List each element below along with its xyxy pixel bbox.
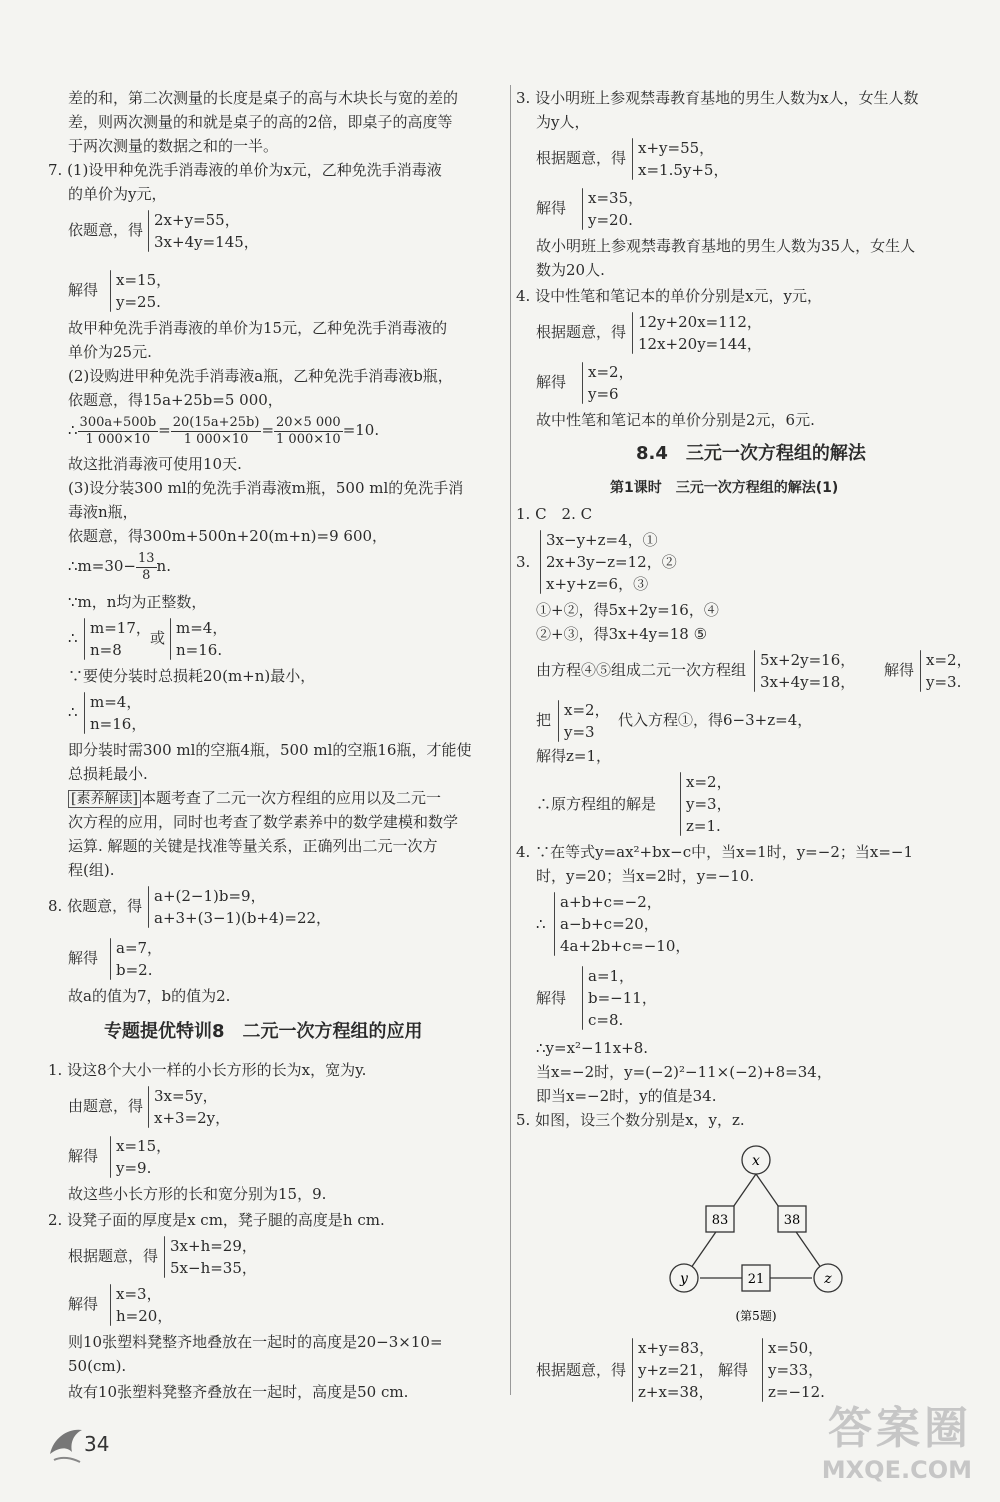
equals: =: [158, 421, 171, 439]
brace: [148, 886, 149, 928]
text-line: 解得: [68, 1147, 99, 1165]
denominator: 1 000×10: [183, 431, 249, 447]
equation: n=16.: [176, 641, 223, 659]
equation: c=8.: [588, 1011, 624, 1029]
text-line: 由方程④⑤组成二元一次方程组: [536, 661, 747, 679]
brace: [110, 1284, 111, 1326]
text-line: ∴原方程组的解是: [536, 795, 657, 813]
text-line: 为y人，: [536, 113, 590, 131]
therefore: ∴: [68, 703, 78, 721]
numerator: 13: [138, 550, 155, 566]
equation: x=2，: [588, 363, 634, 381]
page-number: 34: [84, 1432, 110, 1456]
text-line: ∴y=x²−11x+8.: [536, 1039, 649, 1057]
literacy-tag: [素养解读]: [68, 790, 141, 808]
fraction: [274, 415, 343, 448]
equation: 5x+2y=16，: [760, 651, 856, 669]
text-line: 依题意，得300m+500n+20(m+n)=9 600，: [68, 527, 388, 545]
brace: [554, 892, 555, 956]
text-span: 本题考查了二元一次方程组的应用以及二元一: [140, 789, 441, 807]
text-line: 解得: [68, 949, 99, 967]
equation: a+(2−1)b=9，: [154, 887, 266, 905]
equation: a−b+c=20，: [560, 915, 659, 933]
text-line: 故中性笔和笔记本的单价分别是2元，6元.: [536, 411, 815, 429]
problem-8-line: 8. 依题意，得: [48, 897, 143, 915]
equation: x=2，: [564, 701, 610, 719]
text-line: 程(组).: [68, 861, 115, 879]
text-line: 解得: [536, 199, 567, 217]
equation: a=7，: [116, 939, 163, 957]
equation: y=3，: [686, 795, 732, 813]
equation: y=3: [564, 723, 595, 741]
text-line: 则10张塑料凳整齐地叠放在一起时的高度是20−3×10=: [68, 1333, 443, 1351]
text-line: 50(cm).: [68, 1357, 127, 1375]
equation: 3x+4y=18，: [760, 673, 856, 691]
text-line: (3)设分装300 ml的免洗手消毒液m瓶，500 ml的免洗手消: [68, 479, 464, 497]
fraction: [78, 415, 159, 448]
label-21: 21: [747, 1272, 765, 1287]
text-line: 根据题意，得: [536, 1361, 627, 1379]
text-line: 依题意，得15a+25b=5 000，: [68, 391, 283, 409]
equation: z=1.: [686, 817, 721, 835]
equation: 4a+2b+c=−10，: [560, 937, 691, 955]
numerator: 300a+500b: [79, 414, 157, 430]
equation: n=16，: [90, 715, 147, 733]
text-line: ①+②，得5x+2y=16，④: [536, 601, 719, 619]
brace: [170, 618, 171, 660]
therefore: ∴: [68, 421, 78, 439]
equation: m=17，: [90, 619, 151, 637]
equation: y+z=21，: [638, 1361, 714, 1379]
text-line: 运算. 解题的关键是找准等量关系，正确列出二元一次方: [68, 837, 438, 855]
watermark-line1: 答案圈: [828, 1403, 972, 1454]
equation: 3x+h=29，: [170, 1237, 257, 1255]
equation: x+3=2y，: [154, 1109, 231, 1127]
watermark-line2: MXQE.COM: [821, 1456, 972, 1484]
equals: =10.: [342, 421, 380, 439]
equation: h=20，: [116, 1307, 173, 1325]
equation: 5x−h=35，: [170, 1259, 257, 1277]
equation: n=8: [90, 641, 122, 659]
equation: x=15，: [116, 1137, 172, 1155]
brace: [110, 938, 111, 980]
equation: m=4，: [90, 693, 142, 711]
equation: x+y=55，: [638, 139, 715, 157]
column-divider: [510, 85, 511, 1395]
text-line: 次方程的应用，同时也考查了数学素养中的数学建模和数学: [68, 813, 459, 831]
equation: y=3.: [926, 673, 962, 691]
equation: b=−11，: [588, 989, 657, 1007]
numerator: 20×5 000: [276, 414, 341, 430]
equation: y=9.: [116, 1159, 152, 1177]
site-watermark: [822, 1392, 972, 1484]
problem-5-line: 5. 如图，设三个数分别是x，y，z.: [516, 1111, 745, 1129]
lesson-subtitle: 第1课时 三元一次方程组的解法(1): [610, 480, 839, 496]
brace: [582, 362, 583, 404]
denominator: 1 000×10: [276, 431, 341, 447]
section-title: 专题提优特训8 二元一次方程组的应用: [104, 1021, 423, 1042]
problem-3-line: 3. 设小明班上参观禁毒教育基地的男生人数为x人，女生人数: [516, 89, 919, 107]
brace: [632, 312, 633, 354]
text-line: 故这批消毒液可使用10天.: [68, 455, 242, 473]
label-z: z: [824, 1271, 832, 1287]
text-line: 解得: [718, 1361, 749, 1379]
text-line: 解得: [536, 989, 567, 1007]
text-line: 的单价为y元，: [68, 185, 167, 203]
equation: m=4，: [176, 619, 228, 637]
text-line: 即当x=−2时，y的值是34.: [536, 1087, 717, 1105]
label-83: 83: [711, 1213, 729, 1228]
problem-2-line: 2. 设凳子面的厚度是x cm，凳子腿的高度是h cm.: [48, 1211, 385, 1229]
text-line: 解得: [536, 373, 567, 391]
problem-1-line: 1. 设这8个大小一样的小长方形的长为x，宽为y.: [48, 1061, 367, 1079]
text-line: 由题意，得: [68, 1097, 144, 1115]
brace: [148, 210, 149, 252]
fraction: [136, 551, 157, 584]
brace: [582, 966, 583, 1030]
brace: [920, 650, 921, 692]
text-line: 解得: [68, 1295, 99, 1313]
equation: 3x=5y，: [154, 1087, 218, 1105]
equation: 12x+20y=144，: [638, 335, 762, 353]
label-x: x: [752, 1153, 760, 1169]
equation: a+3+(3−1)(b+4)=22，: [154, 909, 332, 927]
expression: n.: [156, 557, 171, 575]
brace: [632, 138, 633, 180]
text-line: 故有10张塑料凳整齐叠放在一起时，高度是50 cm.: [68, 1383, 409, 1401]
text-line: 解得: [68, 281, 99, 299]
equation: a=1，: [588, 967, 635, 985]
brace: [680, 772, 681, 836]
problem-4-line: 4. 设中性笔和笔记本的单价分别是x元，y元，: [516, 287, 823, 305]
text-line: 依题意，得: [68, 221, 144, 239]
text-line: 解得z=1，: [536, 747, 612, 765]
denominator: 8: [142, 567, 151, 583]
figure-caption: (第5题): [735, 1309, 777, 1323]
fraction-equation: [68, 412, 379, 448]
equation: y=6: [588, 385, 619, 403]
equation: 12y+20x=112，: [638, 313, 762, 331]
therefore: ∴: [68, 629, 78, 647]
text-line: 根据题意，得: [536, 149, 627, 167]
text-line: 总损耗最小.: [68, 765, 148, 783]
fraction-equation: [68, 548, 171, 584]
text-line: 当x=−2时，y=(−2)²−11×(−2)+8=34，: [536, 1063, 832, 1081]
equation: a+b+c=−2，: [560, 893, 662, 911]
equation: z+x=38，: [638, 1383, 714, 1401]
brace: [110, 1136, 111, 1178]
text-line: 差，则两次测量的和就是桌子的高的2倍，即桌子的高度等: [68, 113, 453, 131]
text-line: 解得: [884, 661, 915, 679]
text-line: 即分装时需300 ml的空瓶4瓶，500 ml的空瓶16瓶，才能使: [68, 741, 472, 759]
triangle-figure: [656, 1138, 856, 1326]
problem-4-line: 4. ∵在等式y=ax²+bx−c中，当x=1时，y=−2；当x=−1: [516, 843, 914, 861]
brace: [540, 530, 541, 594]
equation: z=−12.: [768, 1383, 825, 1401]
equation: x=35，: [588, 189, 644, 207]
numerator: 20(15a+25b): [172, 414, 260, 430]
brace: [110, 270, 111, 312]
brace: [632, 1338, 633, 1402]
text-line: 时，y=20；当x=2时，y=−10.: [536, 867, 755, 885]
brace: [762, 1338, 763, 1402]
answer-line: 1. C 2. C: [516, 505, 593, 523]
equation: x=15，: [116, 271, 172, 289]
section-title: 8.4 三元一次方程组的解法: [636, 443, 866, 464]
text-line: 数为20人.: [536, 261, 605, 279]
equation: x=1.5y+5，: [638, 161, 729, 179]
therefore: ∴: [536, 915, 546, 933]
brace: [148, 1086, 149, 1128]
fraction: [171, 415, 262, 448]
equation: x+y+z=6，③: [546, 575, 649, 593]
brace: [582, 188, 583, 230]
equation: y=33，: [768, 1361, 824, 1379]
or-text: 或: [150, 629, 166, 647]
text-line: 单价为25元.: [68, 343, 152, 361]
dolphin-logo-icon: [46, 1420, 86, 1464]
text-line: 根据题意，得: [536, 323, 627, 341]
text-line: [68, 788, 441, 809]
equation: x=3，: [116, 1285, 162, 1303]
equation: 2x+3y−z=12，②: [546, 553, 677, 571]
problem-7-line: 7. (1)设甲种免洗手消毒液的单价为x元，乙种免洗手消毒液: [48, 161, 442, 179]
brace: [754, 650, 755, 692]
equation: x=2，: [686, 773, 732, 791]
equation: y=25.: [116, 293, 161, 311]
denominator: 1 000×10: [85, 431, 151, 447]
text-line: 差的和，第二次测量的长度是桌子的高与木块长与宽的差的: [68, 89, 459, 107]
text-line: ∵m，n均为正整数，: [68, 593, 207, 611]
equation: x=2，: [926, 651, 972, 669]
brace: [84, 692, 85, 734]
text-line: ∵要使分装时总损耗20(m+n)最小，: [68, 667, 316, 685]
text-line: 代入方程①，得6−3+z=4，: [618, 711, 813, 729]
problem-3-number: 3.: [516, 553, 531, 571]
equation: x+y=83，: [638, 1339, 715, 1357]
text-line: 故a的值为7，b的值为2.: [68, 987, 231, 1005]
label-38: 38: [783, 1213, 801, 1228]
equation: x=50，: [768, 1339, 824, 1357]
brace: [558, 700, 559, 742]
equation: y=20.: [588, 211, 633, 229]
text-line: 故小明班上参观禁毒教育基地的男生人数为35人，女生人: [536, 237, 916, 255]
equation: 3x+4y=145，: [154, 233, 259, 251]
text-line: 根据题意，得: [68, 1247, 159, 1265]
brace: [164, 1236, 165, 1278]
text-line: 故这些小长方形的长和宽分别为15，9.: [68, 1185, 327, 1203]
expression: ∴m=30−: [68, 557, 136, 575]
equation: b=2.: [116, 961, 153, 979]
equals: =: [261, 421, 275, 439]
text-line: (2)设购进甲种免洗手消毒液a瓶，乙种免洗手消毒液b瓶，: [68, 367, 453, 385]
text-line: 毒液n瓶，: [68, 503, 138, 521]
label-y: y: [680, 1271, 688, 1287]
text-line: ②+③，得3x+4y=18 ⑤: [536, 625, 708, 643]
brace: [84, 618, 85, 660]
text-line: 故甲种免洗手消毒液的单价为15元，乙种免洗手消毒液的: [68, 319, 448, 337]
text-line: 把: [536, 711, 552, 729]
text-line: 于两次测量的数据之和的一半。: [68, 137, 279, 155]
equation: 3x−y+z=4，①: [546, 531, 658, 549]
equation: 2x+y=55，: [154, 211, 240, 229]
